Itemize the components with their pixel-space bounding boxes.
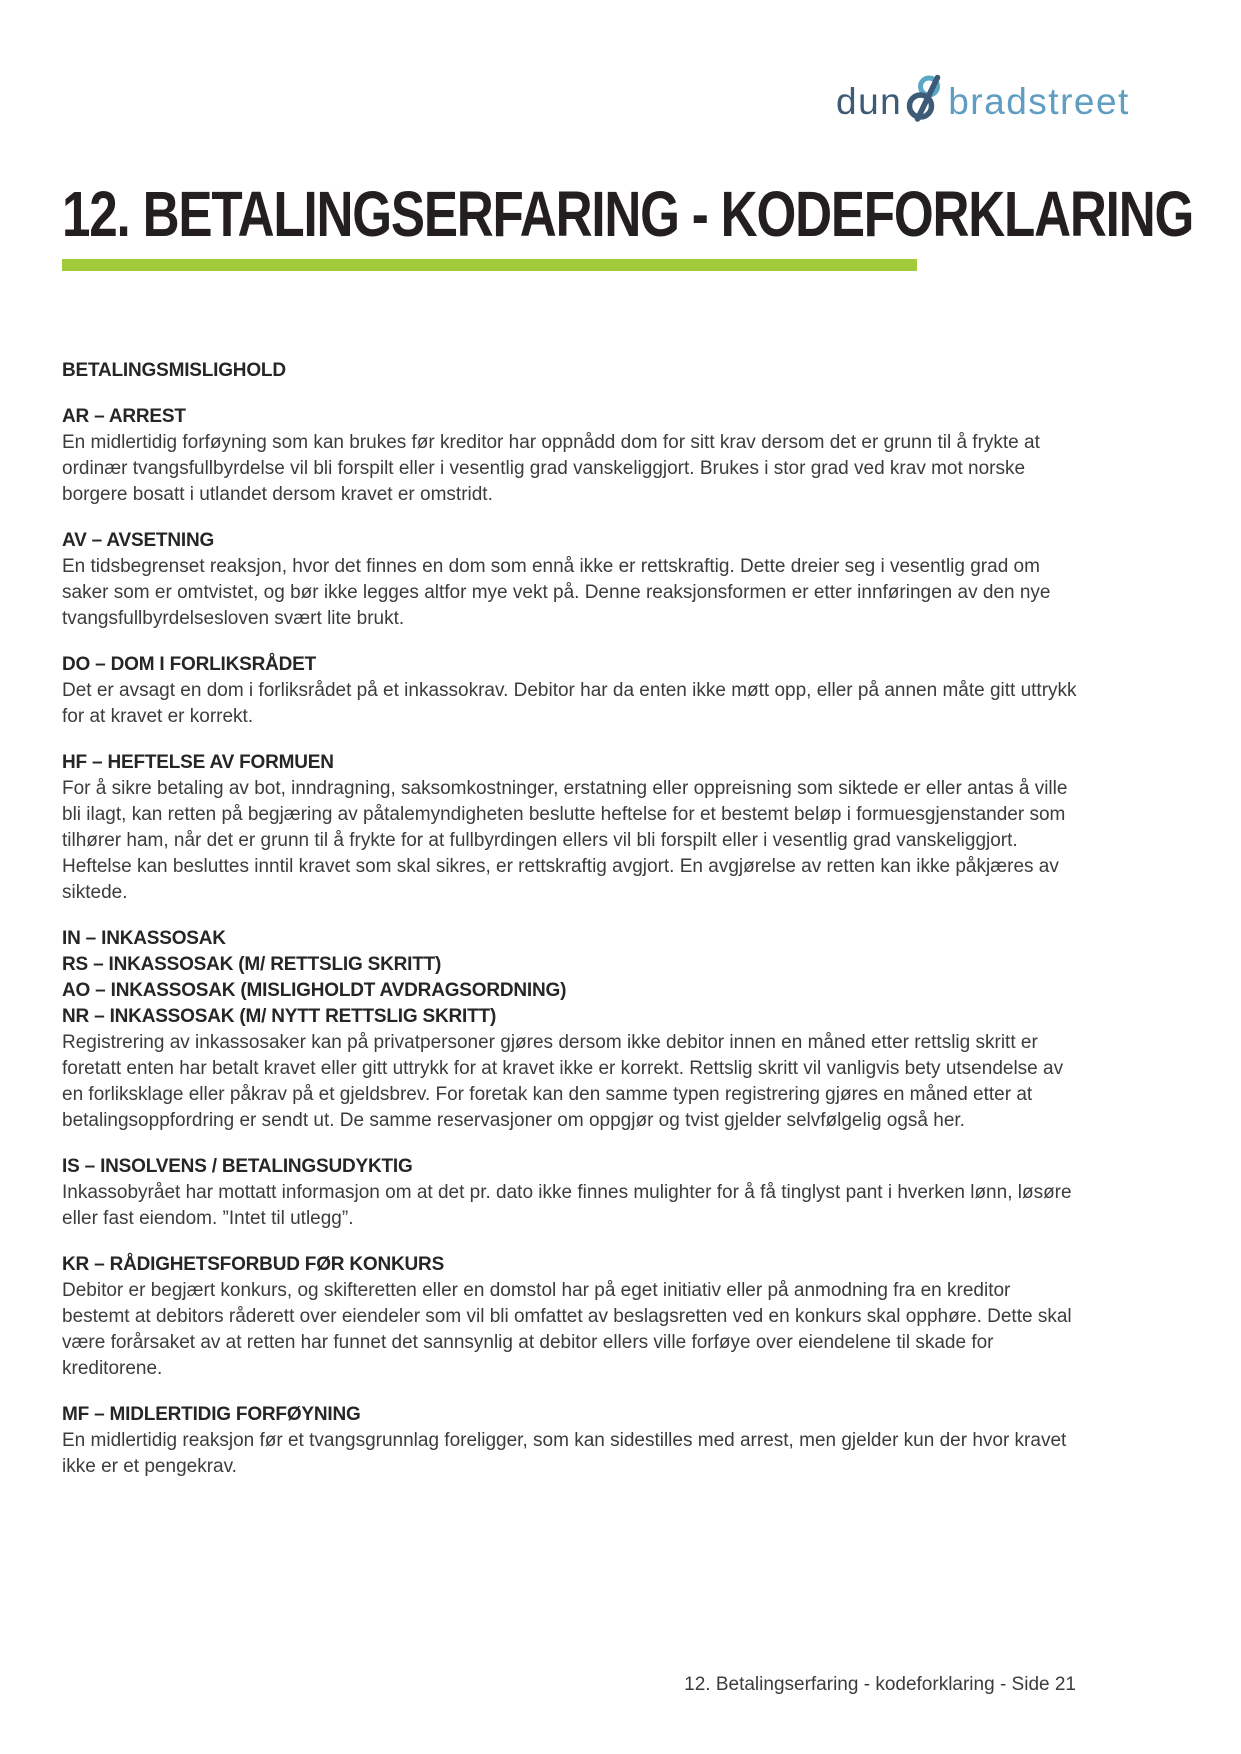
section-paragraph: Debitor er begjært konkurs, og skifteretten eller en domstol har på eget initiativ eller på anmodning fra en kreditor bestemt at debitors råderett over eiendeler som vil bli omfattet av beslagsretten ved en konkurs skal opphøre. Dette skal være forårsaket av at retten har funnet det sannsynlig at debitor ellers ville forføye over eiendelene til skade for kreditorene.	[62, 1280, 1072, 1379]
section-heading: AR – ARREST	[62, 406, 186, 427]
section-is	[62, 1154, 1078, 1232]
section-heading: NR – INKASSOSAK (M/ NYTT RETTSLIG SKRITT)	[62, 1006, 497, 1027]
section-heading: DO – DOM I FORLIKSRÅDET	[62, 654, 317, 675]
section-paragraph: En midlertidig forføyning som kan brukes før kreditor har oppnådd dom for sitt krav dersom det er grunn til å frykte at ordinær tvangsfullbyrdelse vil bli forspilt eller i vesentlig grad vanskeliggjort. Brukes i stor grad ved krav mot norske borgere bosatt i utlandet dersom kravet er omstridt.	[62, 432, 1040, 505]
intro-heading: BETALINGSMISLIGHOLD	[62, 360, 286, 381]
section-paragraph: Inkassobyrået har mottatt informasjon om at det pr. dato ikke finnes mulighter for å få tinglyst pant i hverken lønn, løsøre eller fast eiendom. ”Intet til utlegg”.	[62, 1182, 1072, 1229]
section-paragraph: En tidsbegrenset reaksjon, hvor det finnes en dom som ennå ikke er rettskraftig. Dette dreier seg i vesentlig grad om saker som er omtvistet, og bør ikke legges altfor mye vekt på. Denne reaksjonsformen er etter innføringen av den nye tvangsfullbyrdelsesloven svært lite brukt.	[62, 556, 1051, 629]
section-paragraph: For å sikre betaling av bot, inndragning, saksomkostninger, erstatning eller oppreisning som siktede er eller antas å ville bli ilagt, kan retten på begjæring av påtalemyndigheten beslutte heftelse for et bestemt beløp i formuesgjenstander som tilhører ham, når det er grunn til å frykte for at fullbyrdingen ellers vil bli forspilt eller i vesentlig grad vanskeliggjort. Heftelse kan besluttes inntil kravet som skal sikres, er rettskraftig avgjort. En avgjørelse av retten kan ikke påkjæres av siktede.	[62, 778, 1068, 903]
section-kr	[62, 1252, 1078, 1382]
page-title: 12. BETALINGSERFARING - KODEFORKLARING	[62, 178, 1194, 250]
section-paragraph: En midlertidig reaksjon før et tvangsgrunnlag foreligger, som kan sidestilles med arrest, men gjelder kun der hvor kravet ikke er et pengekrav.	[62, 1430, 1067, 1477]
section-heading: AO – INKASSOSAK (MISLIGHOLDT AVDRAGSORDNING)	[62, 980, 567, 1001]
logo-text-dun: dun	[836, 80, 903, 122]
document-body	[62, 358, 1078, 1500]
page-footer: 12. Betalingserfaring - kodeforklaring - Side 21	[684, 1674, 1076, 1695]
section-heading: IS – INSOLVENS / BETALINGSUDYKTIG	[62, 1156, 413, 1177]
logo-text-bradstreet: bradstreet	[948, 80, 1130, 122]
section-heading: RS – INKASSOSAK (M/ RETTSLIG SKRITT)	[62, 954, 442, 975]
section-hf	[62, 750, 1078, 906]
section-av	[62, 528, 1078, 632]
dun-bradstreet-logo	[836, 80, 1130, 122]
title-accent-rule	[62, 259, 917, 271]
section-do	[62, 652, 1078, 730]
section-paragraph: Det er avsagt en dom i forliksrådet på et inkassokrav. Debitor har da enten ikke møtt opp, eller på annen måte gitt uttrykk for at kravet er korrekt.	[62, 680, 1077, 727]
ampersand-icon	[906, 74, 944, 122]
section-ar	[62, 404, 1078, 508]
section-heading: MF – MIDLERTIDIG FORFØYNING	[62, 1404, 361, 1425]
section-paragraph: Registrering av inkassosaker kan på privatpersoner gjøres dersom ikke debitor innen en måned etter rettslig skritt er foretatt enten har betalt kravet eller gitt uttrykk for at kravet ikke er korrekt. Rettslig skritt vil vanligvis bety utsendelse av en forliksklage eller påkrav på et gjeldsbrev. For foretak kan den samme typen registrering gjøres en måned etter at betalingsoppfordring er sendt ut. De samme reservasjoner om oppgjør og tvist gjelder selvfølgelig også her.	[62, 1032, 1064, 1131]
section-heading: IN – INKASSOSAK	[62, 928, 226, 949]
section-heading: HF – HEFTELSE AV FORMUEN	[62, 752, 334, 773]
section-mf	[62, 1402, 1078, 1480]
section-inkasso	[62, 926, 1078, 1134]
section-heading: AV – AVSETNING	[62, 530, 215, 551]
section-heading: KR – RÅDIGHETSFORBUD FØR KONKURS	[62, 1254, 445, 1275]
